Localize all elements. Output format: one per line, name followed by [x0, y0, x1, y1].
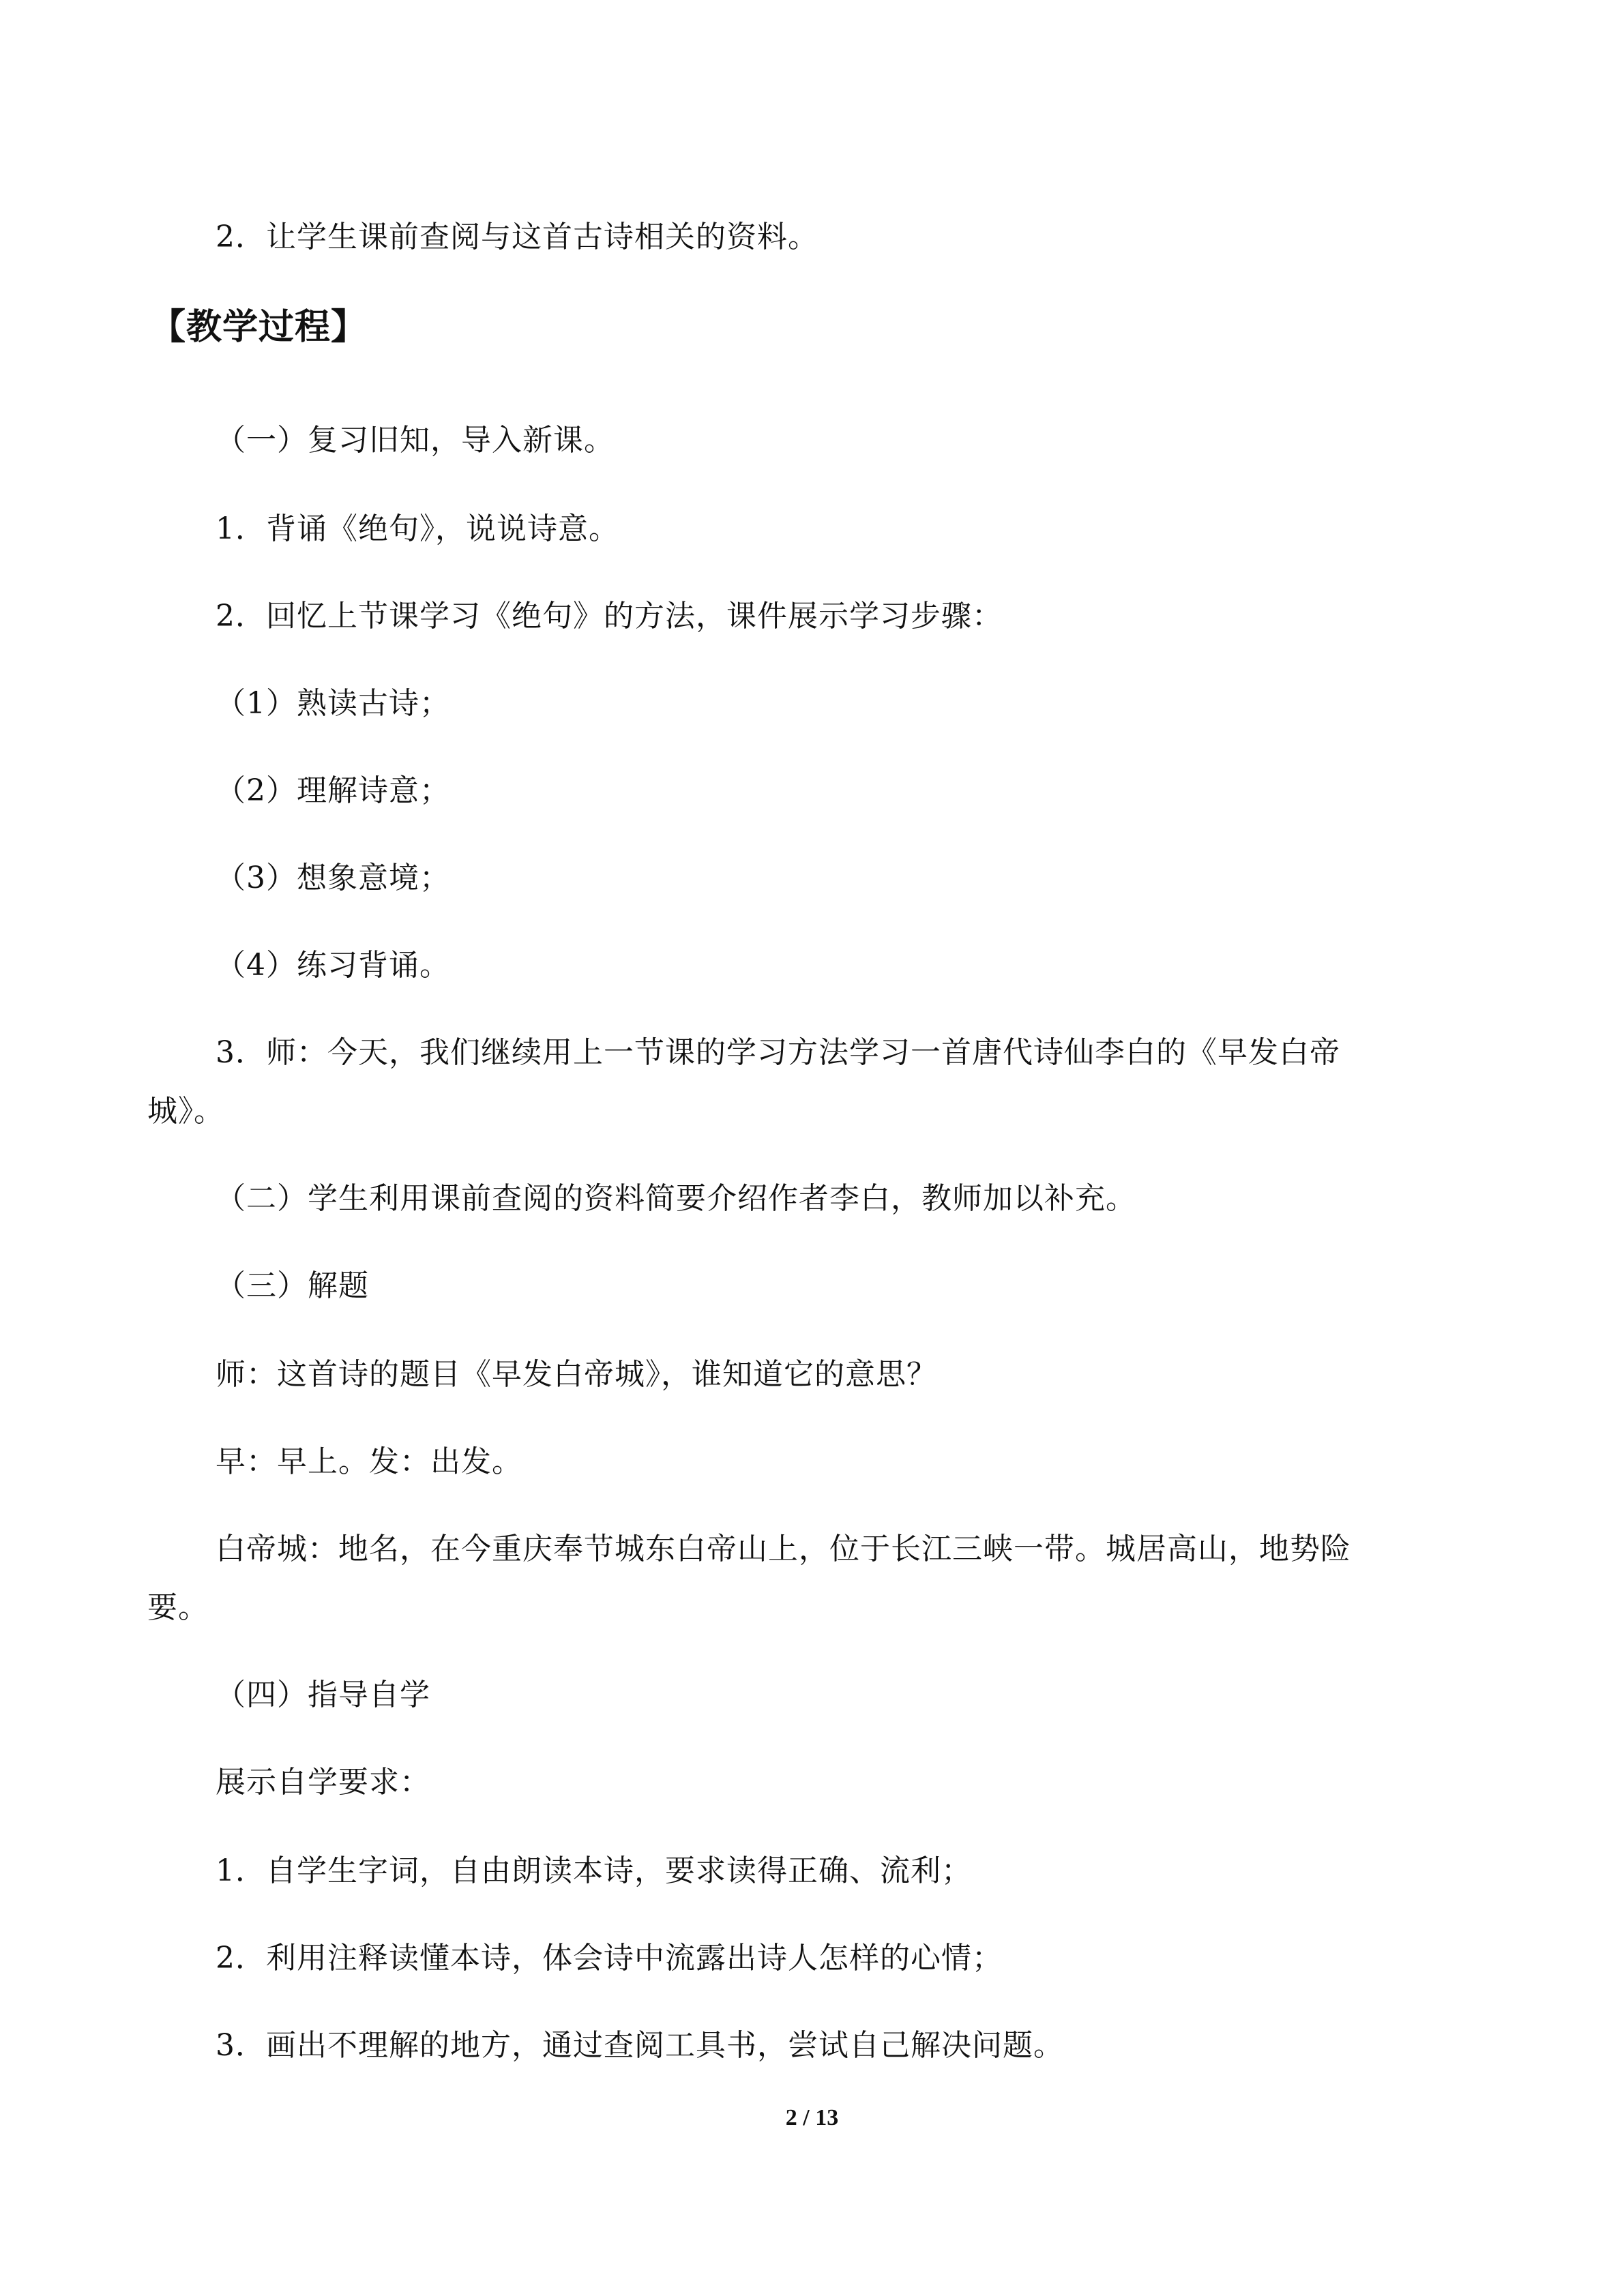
requirement-1: 1．自学生字词，自由朗读本诗，要求读得正确、流利； [216, 1853, 972, 1888]
baidi-line1: 白帝城：地名，在今重庆奉节城东白帝山上，位于长江三峡一带。城居高山，地势险 [216, 1532, 1351, 1566]
requirement-2: 2．利用注释读懂本诗，体会诗中流露出诗人怎样的心情； [216, 1941, 1003, 1976]
step-2: （2）理解诗意； [216, 773, 450, 808]
teacher-question: 师：这首诗的题目《早发白帝城》，谁知道它的意思？ [216, 1357, 937, 1392]
self-study-intro: 展示自学要求： [216, 1765, 430, 1800]
part1-item1: 1．背诵《绝句》，说说诗意。 [216, 511, 619, 546]
part1-title: （一）复习旧知，导入新课。 [216, 423, 615, 458]
section-heading: 【教学过程】 [150, 307, 368, 348]
part2-title: （二）学生利用课前查阅的资料简要介绍作者李白，教师加以补充。 [216, 1181, 1136, 1216]
part1-item3-line2: 城》。 [147, 1094, 224, 1129]
word-explain: 早：早上。发：出发。 [216, 1444, 522, 1479]
step-1: （1）熟读古诗； [216, 686, 450, 721]
part3-title: （三）解题 [216, 1268, 369, 1303]
step-4: （4）练习背诵。 [216, 948, 450, 983]
part1-item3-line1: 3．师：今天，我们继续用上一节课的学习方法学习一首唐代诗仙李白的《早发白帝 [216, 1035, 1340, 1070]
part4-title: （四）指导自学 [216, 1678, 430, 1712]
baidi-line2: 要。 [147, 1590, 209, 1625]
requirement-3: 3．画出不理解的地方，通过查阅工具书，尝试自己解决问题。 [216, 2028, 1064, 2063]
step-3: （3）想象意境； [216, 861, 450, 895]
page-number: 2 / 13 [785, 2105, 839, 2130]
prep-item-2: 2．让学生课前查阅与这首古诗相关的资料。 [216, 220, 818, 254]
part1-item2: 2．回忆上节课学习《绝句》的方法，课件展示学习步骤： [216, 599, 1003, 633]
